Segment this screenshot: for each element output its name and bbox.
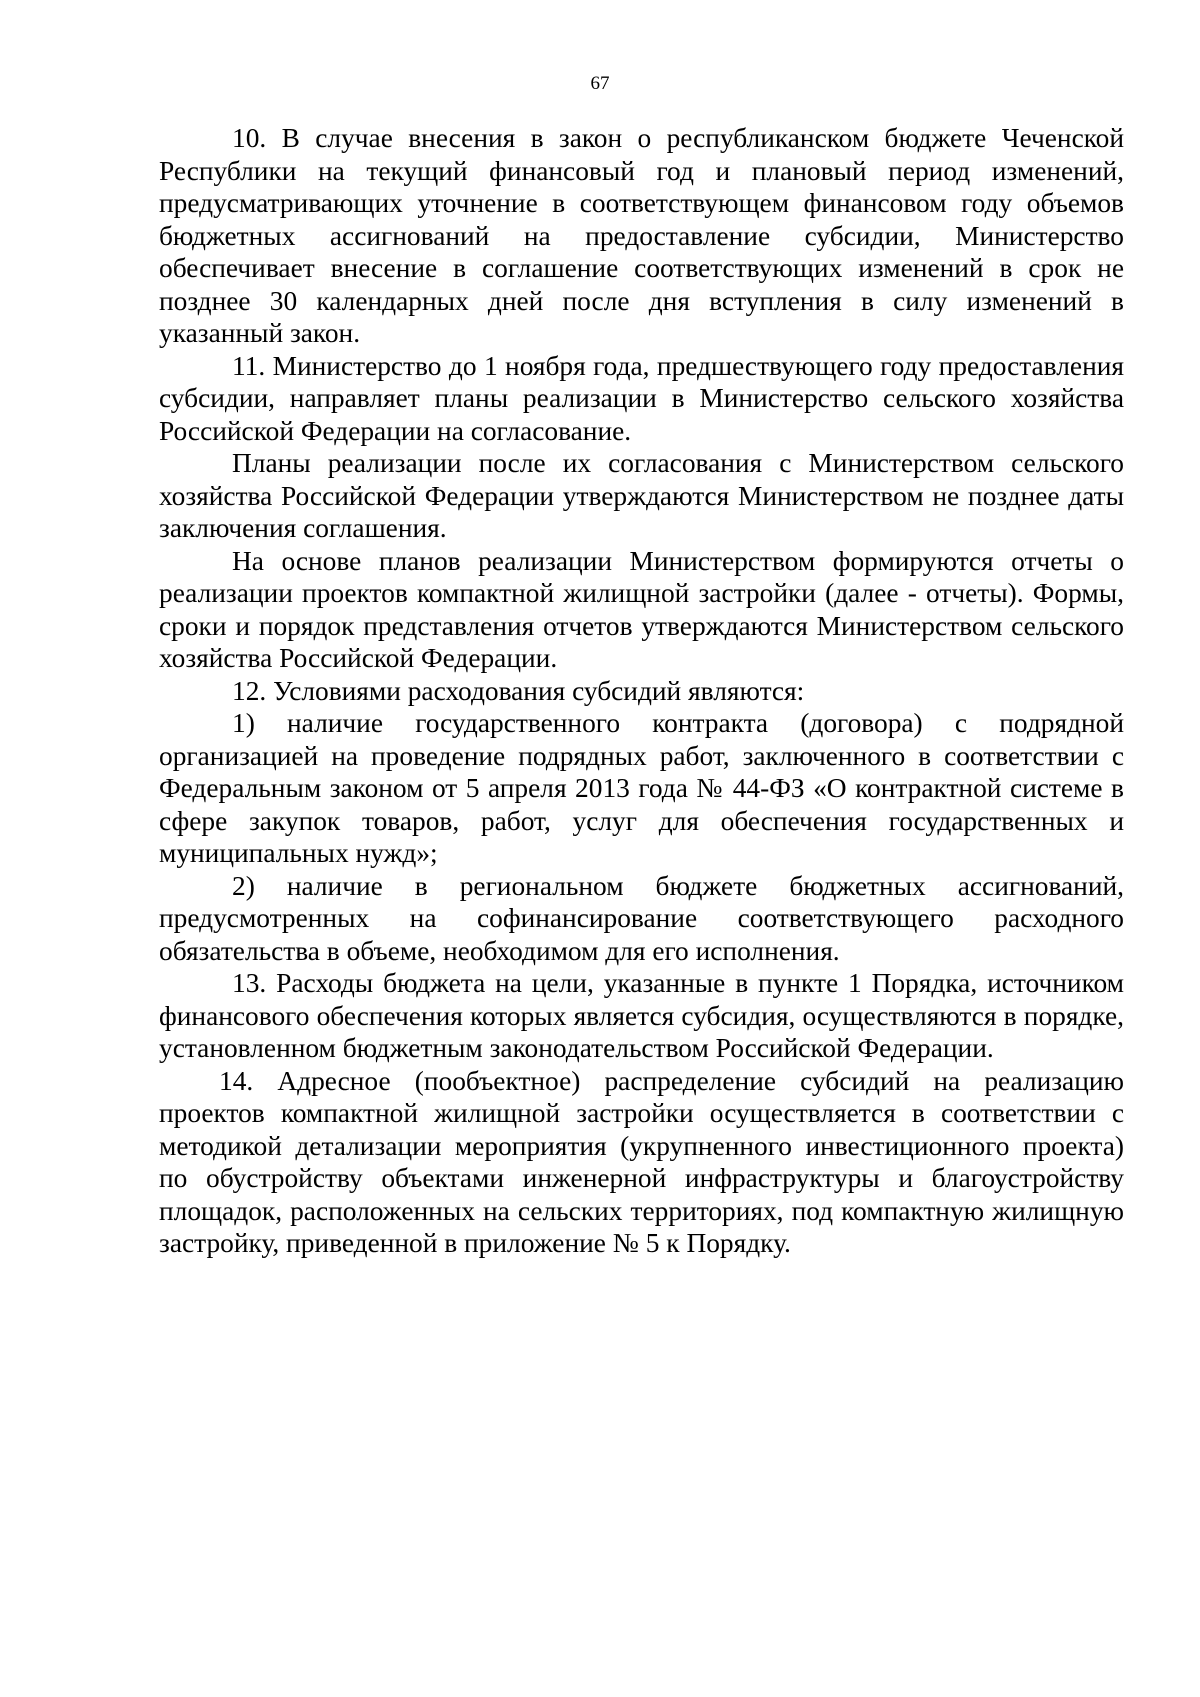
paragraph-reports: На основе планов реализации Министерством формируются отчеты о реализации проектов компактной жилищной застройки (далее - отчеты). Формы, сроки и порядок представления отчетов утверждаются Министерством сельского хозяйства Российской Федерации.: [159, 545, 1124, 673]
paragraph-12-item-1: 1) наличие государственного контракта (договора) с подрядной организацией на проведение подрядных работ, заключенного в соответствии с Федеральным законом от 5 апреля 2013 года № 44-ФЗ «О контрактной системе в сфере закупок товаров, работ, услуг для обеспечения государственных и муниципальных нужд»;: [159, 708, 1124, 868]
document-body: [159, 122, 1124, 1260]
paragraph-11: 11. Министерство до 1 ноября года, предшествующего году предоставления субсидии, направляет планы реализации в Министерство сельского хозяйства Российской Федерации на согласование.: [159, 350, 1124, 446]
paragraph-14: 14. Адресное (пообъектное) распределение субсидий на реализацию проектов компактной жилищной застройки осуществляется в соответствии с методикой детализации мероприятия (укрупненного инвестиционного проекта) по обустройству объектами инженерной инфраструктуры и благоустройству площадок, расположенных на сельских территориях, под компактную жилищную застройку, приведенной в приложение № 5 к Порядку.: [159, 1065, 1124, 1258]
page-number: 67: [590, 73, 610, 94]
paragraph-plans-approval: Планы реализации после их согласования с Министерством сельского хозяйства Российской Федерации утверждаются Министерством не позднее даты заключения соглашения.: [159, 448, 1124, 543]
paragraph-12: 12. Условиями расходования субсидий являются:: [232, 675, 805, 706]
paragraph-13: 13. Расходы бюджета на цели, указанные в пункте 1 Порядка, источником финансового обеспечения которых является субсидия, осуществляются в порядке, установленном бюджетным законодательством Российской Федерации.: [159, 968, 1124, 1063]
paragraph-12-item-2: 2) наличие в региональном бюджете бюджетных ассигнований, предусмотренных на софинансирование соответствующего расходного обязательства в объеме, необходимом для его исполнения.: [159, 870, 1124, 966]
paragraph-10: 10. В случае внесения в закон о республиканском бюджете Чеченской Республики на текущий финансовый год и плановый период изменений, предусматривающих уточнение в соответствующем финансовом году объемов бюджетных ассигнований на предоставление субсидии, Министерство обеспечивает внесение в соглашение соответствующих изменений в срок не позднее 30 календарных дней после дня вступления в силу изменений в указанный закон.: [159, 123, 1124, 348]
